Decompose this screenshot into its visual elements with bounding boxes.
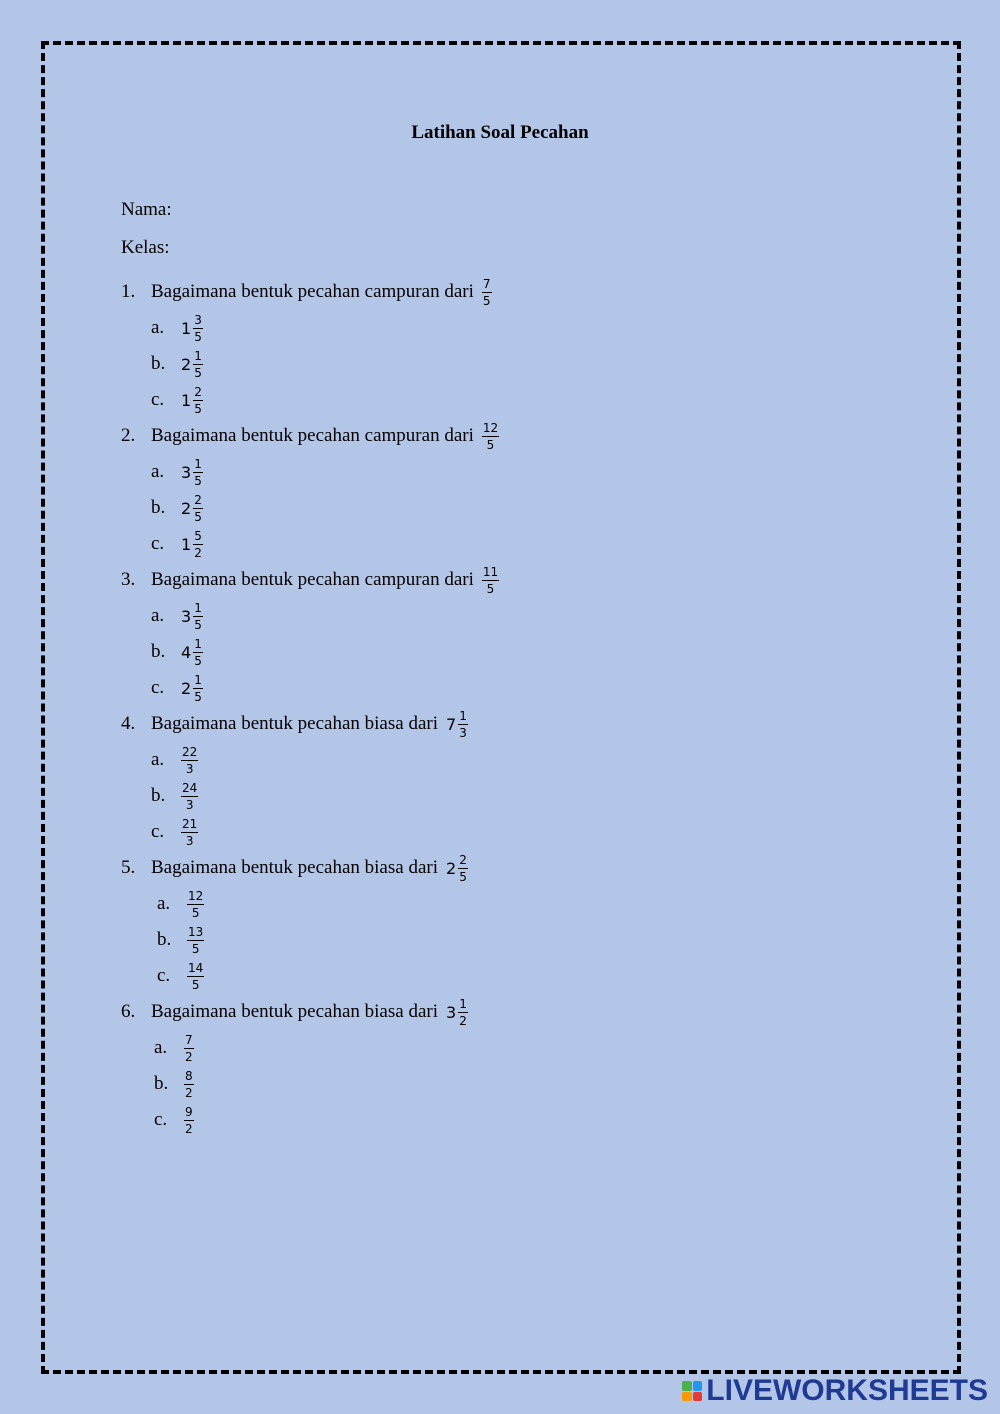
option-1-b[interactable] — [151, 346, 203, 382]
question-value-numerator: 12 — [482, 420, 499, 435]
option-denominator: 3 — [185, 761, 194, 776]
option-numerator: 12 — [188, 888, 204, 903]
option-whole: 3 — [181, 606, 192, 626]
option-2-a[interactable] — [151, 454, 203, 490]
option-letter: b. — [151, 353, 166, 374]
option-math — [184, 1070, 194, 1099]
option-numerator: 1 — [194, 348, 202, 363]
option-letter: a. — [151, 317, 165, 338]
option-whole: 1 — [181, 534, 192, 554]
option-fraction — [181, 818, 198, 847]
option-3-b[interactable] — [151, 634, 203, 670]
option-numerator: 1 — [194, 456, 202, 471]
question-value-numerator: 7 — [482, 276, 491, 291]
option-whole: 3 — [181, 462, 192, 482]
question-number: 6. — [121, 1001, 136, 1022]
question-1 — [121, 274, 492, 310]
question-value-math — [482, 422, 499, 451]
option-numerator: 3 — [194, 312, 202, 327]
liveworksheets-logo — [682, 1374, 988, 1408]
option-math — [181, 602, 203, 631]
option-numerator: 2 — [194, 492, 202, 507]
option-3-c[interactable] — [151, 670, 203, 706]
option-denominator: 3 — [185, 833, 194, 848]
option-letter: b. — [151, 497, 166, 518]
option-math — [181, 782, 198, 811]
option-math — [187, 890, 204, 919]
option-math — [187, 962, 204, 991]
option-1-c[interactable] — [151, 382, 203, 418]
option-numerator: 1 — [194, 600, 202, 615]
question-value-denominator: 3 — [459, 725, 467, 740]
option-whole: 1 — [181, 390, 192, 410]
worksheet-title: Latihan Soal Pecahan — [411, 122, 589, 143]
option-denominator: 2 — [185, 1049, 193, 1064]
option-fraction — [193, 638, 203, 667]
option-fraction — [193, 674, 203, 703]
option-2-c[interactable] — [151, 526, 203, 562]
question-value-fraction — [458, 710, 468, 739]
option-letter: c. — [151, 533, 165, 554]
option-fraction — [181, 782, 198, 811]
option-numerator: 9 — [185, 1104, 193, 1119]
option-numerator: 22 — [182, 744, 198, 759]
question-number: 3. — [121, 569, 136, 590]
question-6 — [121, 994, 468, 1030]
question-value-whole: 3 — [446, 1002, 457, 1022]
option-6-a[interactable] — [154, 1030, 194, 1066]
option-numerator: 2 — [194, 384, 202, 399]
option-denominator: 5 — [191, 941, 200, 956]
option-math — [181, 350, 203, 379]
option-denominator: 5 — [194, 365, 202, 380]
question-number: 4. — [121, 713, 136, 734]
option-whole: 2 — [181, 354, 192, 374]
option-fraction — [193, 386, 203, 415]
option-denominator: 5 — [194, 329, 202, 344]
class-label: Kelas: — [121, 237, 170, 258]
option-denominator: 5 — [194, 473, 202, 488]
option-fraction — [187, 890, 204, 919]
question-value-denominator: 5 — [459, 869, 467, 884]
question-value-fraction — [482, 278, 492, 307]
question-value-denominator: 5 — [486, 437, 495, 452]
option-letter: c. — [151, 389, 165, 410]
option-numerator: 14 — [188, 960, 204, 975]
option-letter: a. — [154, 1037, 168, 1058]
option-5-c[interactable] — [157, 958, 204, 994]
name-label: Nama: — [121, 199, 172, 220]
question-value-denominator: 5 — [482, 293, 491, 308]
option-4-a[interactable] — [151, 742, 198, 778]
option-4-b[interactable] — [151, 778, 198, 814]
question-5 — [121, 850, 468, 886]
question-number: 5. — [121, 857, 136, 878]
question-text: Bagaimana bentuk pecahan campuran dari — [151, 281, 474, 302]
option-5-b[interactable] — [157, 922, 204, 958]
option-fraction — [193, 314, 203, 343]
question-text: Bagaimana bentuk pecahan biasa dari — [151, 857, 438, 878]
option-whole: 2 — [181, 678, 192, 698]
question-value-numerator: 11 — [482, 564, 499, 579]
option-denominator: 5 — [194, 401, 202, 416]
option-denominator: 2 — [185, 1085, 193, 1100]
option-denominator: 2 — [185, 1121, 193, 1136]
option-denominator: 5 — [194, 689, 202, 704]
option-fraction — [193, 602, 203, 631]
option-denominator: 5 — [194, 617, 202, 632]
question-value-denominator: 5 — [486, 581, 495, 596]
option-math — [181, 818, 198, 847]
question-value-denominator: 2 — [459, 1013, 467, 1028]
question-value-math — [446, 998, 468, 1027]
option-math — [184, 1034, 194, 1063]
option-fraction — [184, 1034, 194, 1063]
question-value-numerator: 1 — [459, 996, 467, 1011]
option-6-b[interactable] — [154, 1066, 194, 1102]
option-5-a[interactable] — [157, 886, 204, 922]
option-math — [181, 746, 198, 775]
option-letter: a. — [151, 461, 165, 482]
option-numerator: 1 — [194, 672, 202, 687]
question-number: 1. — [121, 281, 136, 302]
question-value-math — [446, 854, 468, 883]
question-value-whole: 7 — [446, 714, 457, 734]
option-letter: b. — [154, 1073, 169, 1094]
option-numerator: 13 — [188, 924, 204, 939]
option-fraction — [187, 962, 204, 991]
liveworksheets-logo-icon — [682, 1381, 702, 1401]
option-letter: b. — [151, 785, 166, 806]
option-math — [181, 674, 203, 703]
question-text: Bagaimana bentuk pecahan biasa dari — [151, 1001, 438, 1022]
option-denominator: 5 — [191, 977, 200, 992]
option-denominator: 5 — [191, 905, 200, 920]
option-math — [181, 314, 203, 343]
question-value-fraction — [482, 566, 499, 595]
question-value-whole: 2 — [446, 858, 457, 878]
option-fraction — [187, 926, 204, 955]
option-whole: 4 — [181, 642, 192, 662]
option-letter: a. — [157, 893, 171, 914]
question-value-fraction — [482, 422, 499, 451]
option-fraction — [193, 350, 203, 379]
option-whole: 1 — [181, 318, 192, 338]
option-denominator: 2 — [194, 545, 202, 560]
question-value-numerator: 1 — [459, 708, 467, 723]
option-denominator: 5 — [194, 653, 202, 668]
question-text: Bagaimana bentuk pecahan campuran dari — [151, 425, 474, 446]
option-letter: c. — [157, 965, 171, 986]
option-math — [181, 638, 203, 667]
question-2 — [121, 418, 499, 454]
option-2-b[interactable] — [151, 490, 203, 526]
option-letter: c. — [151, 821, 165, 842]
option-letter: a. — [151, 605, 165, 626]
logo-text: LIVEWORKSHEETS — [706, 1374, 988, 1407]
option-numerator: 8 — [185, 1068, 193, 1083]
option-letter: b. — [151, 641, 166, 662]
question-3 — [121, 562, 499, 598]
option-3-a[interactable] — [151, 598, 203, 634]
option-math — [184, 1106, 194, 1135]
option-math — [187, 926, 204, 955]
question-value-math — [482, 278, 492, 307]
option-letter: c. — [154, 1109, 168, 1130]
option-fraction — [193, 458, 203, 487]
option-math — [181, 530, 203, 559]
option-fraction — [184, 1070, 194, 1099]
option-fraction — [193, 530, 203, 559]
question-4 — [121, 706, 468, 742]
option-denominator: 5 — [194, 509, 202, 524]
option-fraction — [181, 746, 198, 775]
option-numerator: 5 — [194, 528, 202, 543]
option-math — [181, 386, 203, 415]
question-text: Bagaimana bentuk pecahan campuran dari — [151, 569, 474, 590]
option-whole: 2 — [181, 498, 192, 518]
option-numerator: 1 — [194, 636, 202, 651]
option-math — [181, 458, 203, 487]
option-letter: c. — [151, 677, 165, 698]
option-letter: b. — [157, 929, 172, 950]
question-value-fraction — [458, 998, 468, 1027]
option-6-c[interactable] — [154, 1102, 194, 1138]
question-value-math — [446, 710, 468, 739]
option-fraction — [184, 1106, 194, 1135]
option-1-a[interactable] — [151, 310, 203, 346]
question-value-fraction — [458, 854, 468, 883]
option-math — [181, 494, 203, 523]
option-numerator: 21 — [182, 816, 198, 831]
option-letter: a. — [151, 749, 165, 770]
option-numerator: 24 — [182, 780, 198, 795]
question-value-math — [482, 566, 499, 595]
question-value-numerator: 2 — [459, 852, 467, 867]
option-fraction — [193, 494, 203, 523]
option-numerator: 7 — [185, 1032, 193, 1047]
option-denominator: 3 — [185, 797, 194, 812]
option-4-c[interactable] — [151, 814, 198, 850]
question-number: 2. — [121, 425, 136, 446]
question-text: Bagaimana bentuk pecahan biasa dari — [151, 713, 438, 734]
